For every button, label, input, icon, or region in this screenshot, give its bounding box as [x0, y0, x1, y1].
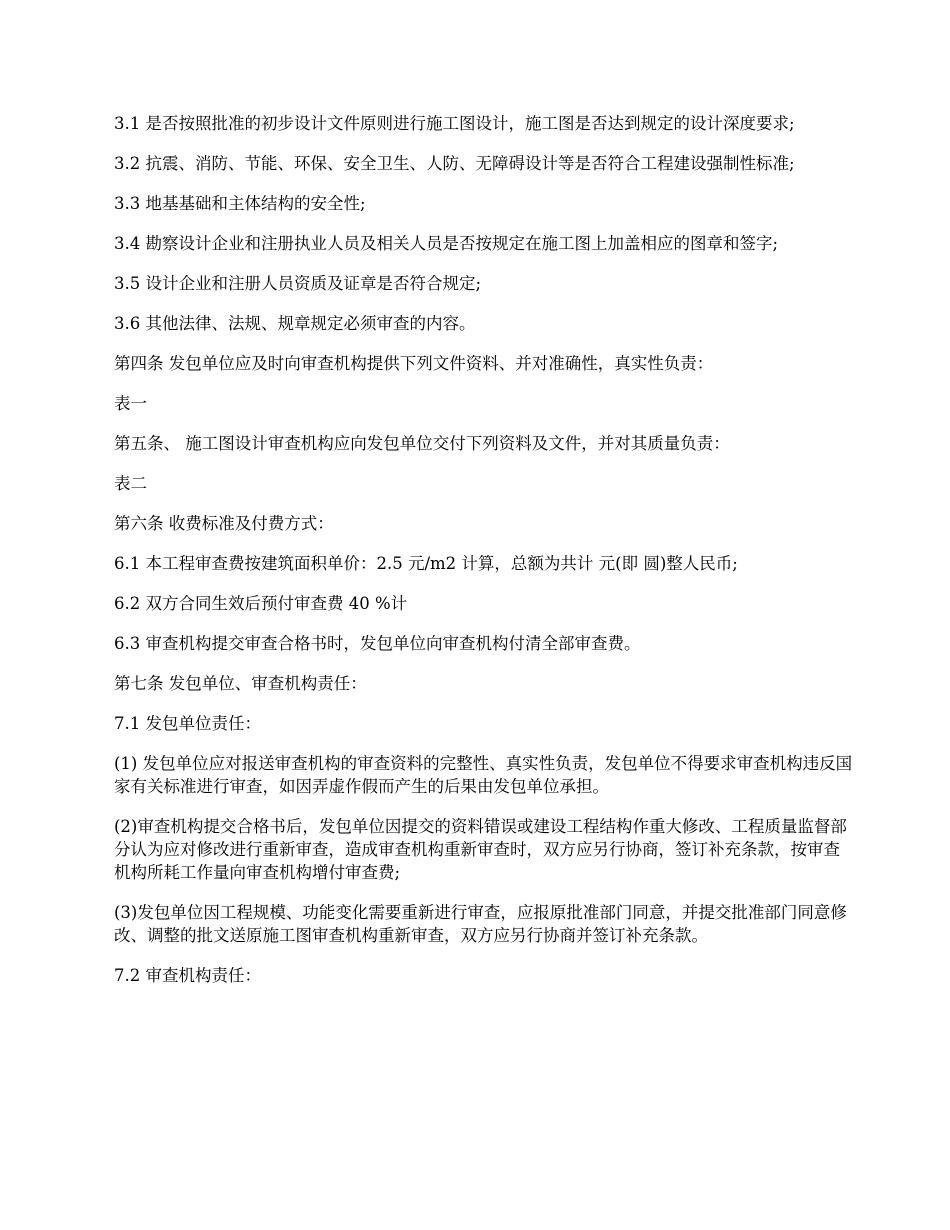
paragraph-7-1: 7.1 发包单位责任： [114, 714, 261, 733]
article-4-heading: 第四条 发包单位应及时向审查机构提供下列文件资料、并对准确性，真实性负责： [114, 354, 714, 373]
paragraph-7-1-item-1: (1) 发包单位应对报送审查机构的审查资料的完整性、真实性负责，发包单位不得要求审查机构违反国家有关标准进行审查，如因弄虚作假而产生的后果由发包单位承担。 [114, 754, 853, 796]
paragraph-3-5: 3.5 设计企业和注册人员资质及证章是否符合规定; [114, 274, 482, 293]
paragraph-3-4: 3.4 勘察设计企业和注册执业人员及相关人员是否按规定在施工图上加盖相应的图章和签字; [114, 234, 779, 253]
paragraph-6-3: 6.3 审查机构提交审查合格书时，发包单位向审查机构付清全部审查费。 [114, 634, 641, 653]
table-2-label: 表二 [114, 474, 147, 493]
paragraph-7-1-item-3: (3)发包单位因工程规模、功能变化需要重新进行审查，应报原批准部门同意，并提交批准部门同意修改、调整的批文送原施工图审查机构重新审查，双方应另行协商并签订补充条款。 [114, 903, 847, 945]
paragraph-3-6: 3.6 其他法律、法规、规章规定必须审查的内容。 [114, 314, 476, 333]
paragraph-3-2: 3.2 抗震、消防、节能、环保、安全卫生、人防、无障碍设计等是否符合工程建设强制性标准; [114, 154, 795, 173]
paragraph-6-2: 6.2 双方合同生效后预付审查费 40 %计 [114, 594, 408, 613]
document-body [114, 112, 856, 1004]
paragraph-7-1-item-2: (2)审查机构提交合格书后，发包单位因提交的资料错误或建设工程结构作重大修改、工程质量监督部分认为应对修改进行重新审查，造成审查机构重新审查时，双方应另行协商，签订补充条款，按审查机构所耗工作量向审查机构增付审查费; [114, 817, 847, 882]
paragraph-6-1: 6.1 本工程审查费按建筑面积单价：2.5 元/m2 计算，总额为共计 元(即 圆)整人民币; [114, 554, 738, 573]
paragraph-3-3: 3.3 地基基础和主体结构的安全性; [114, 194, 366, 213]
article-6-heading: 第六条 收费标准及付费方式： [114, 514, 334, 533]
paragraph-3-1: 3.1 是否按照批准的初步设计文件原则进行施工图设计，施工图是否达到规定的设计深度要求; [114, 114, 795, 133]
paragraph-7-2: 7.2 审查机构责任： [114, 966, 261, 985]
article-7-heading: 第七条 发包单位、审查机构责任： [114, 674, 367, 693]
article-5-heading: 第五条、 施工图设计审查机构应向发包单位交付下列资料及文件，并对其质量负责： [114, 434, 730, 453]
table-1-label: 表一 [114, 394, 147, 413]
